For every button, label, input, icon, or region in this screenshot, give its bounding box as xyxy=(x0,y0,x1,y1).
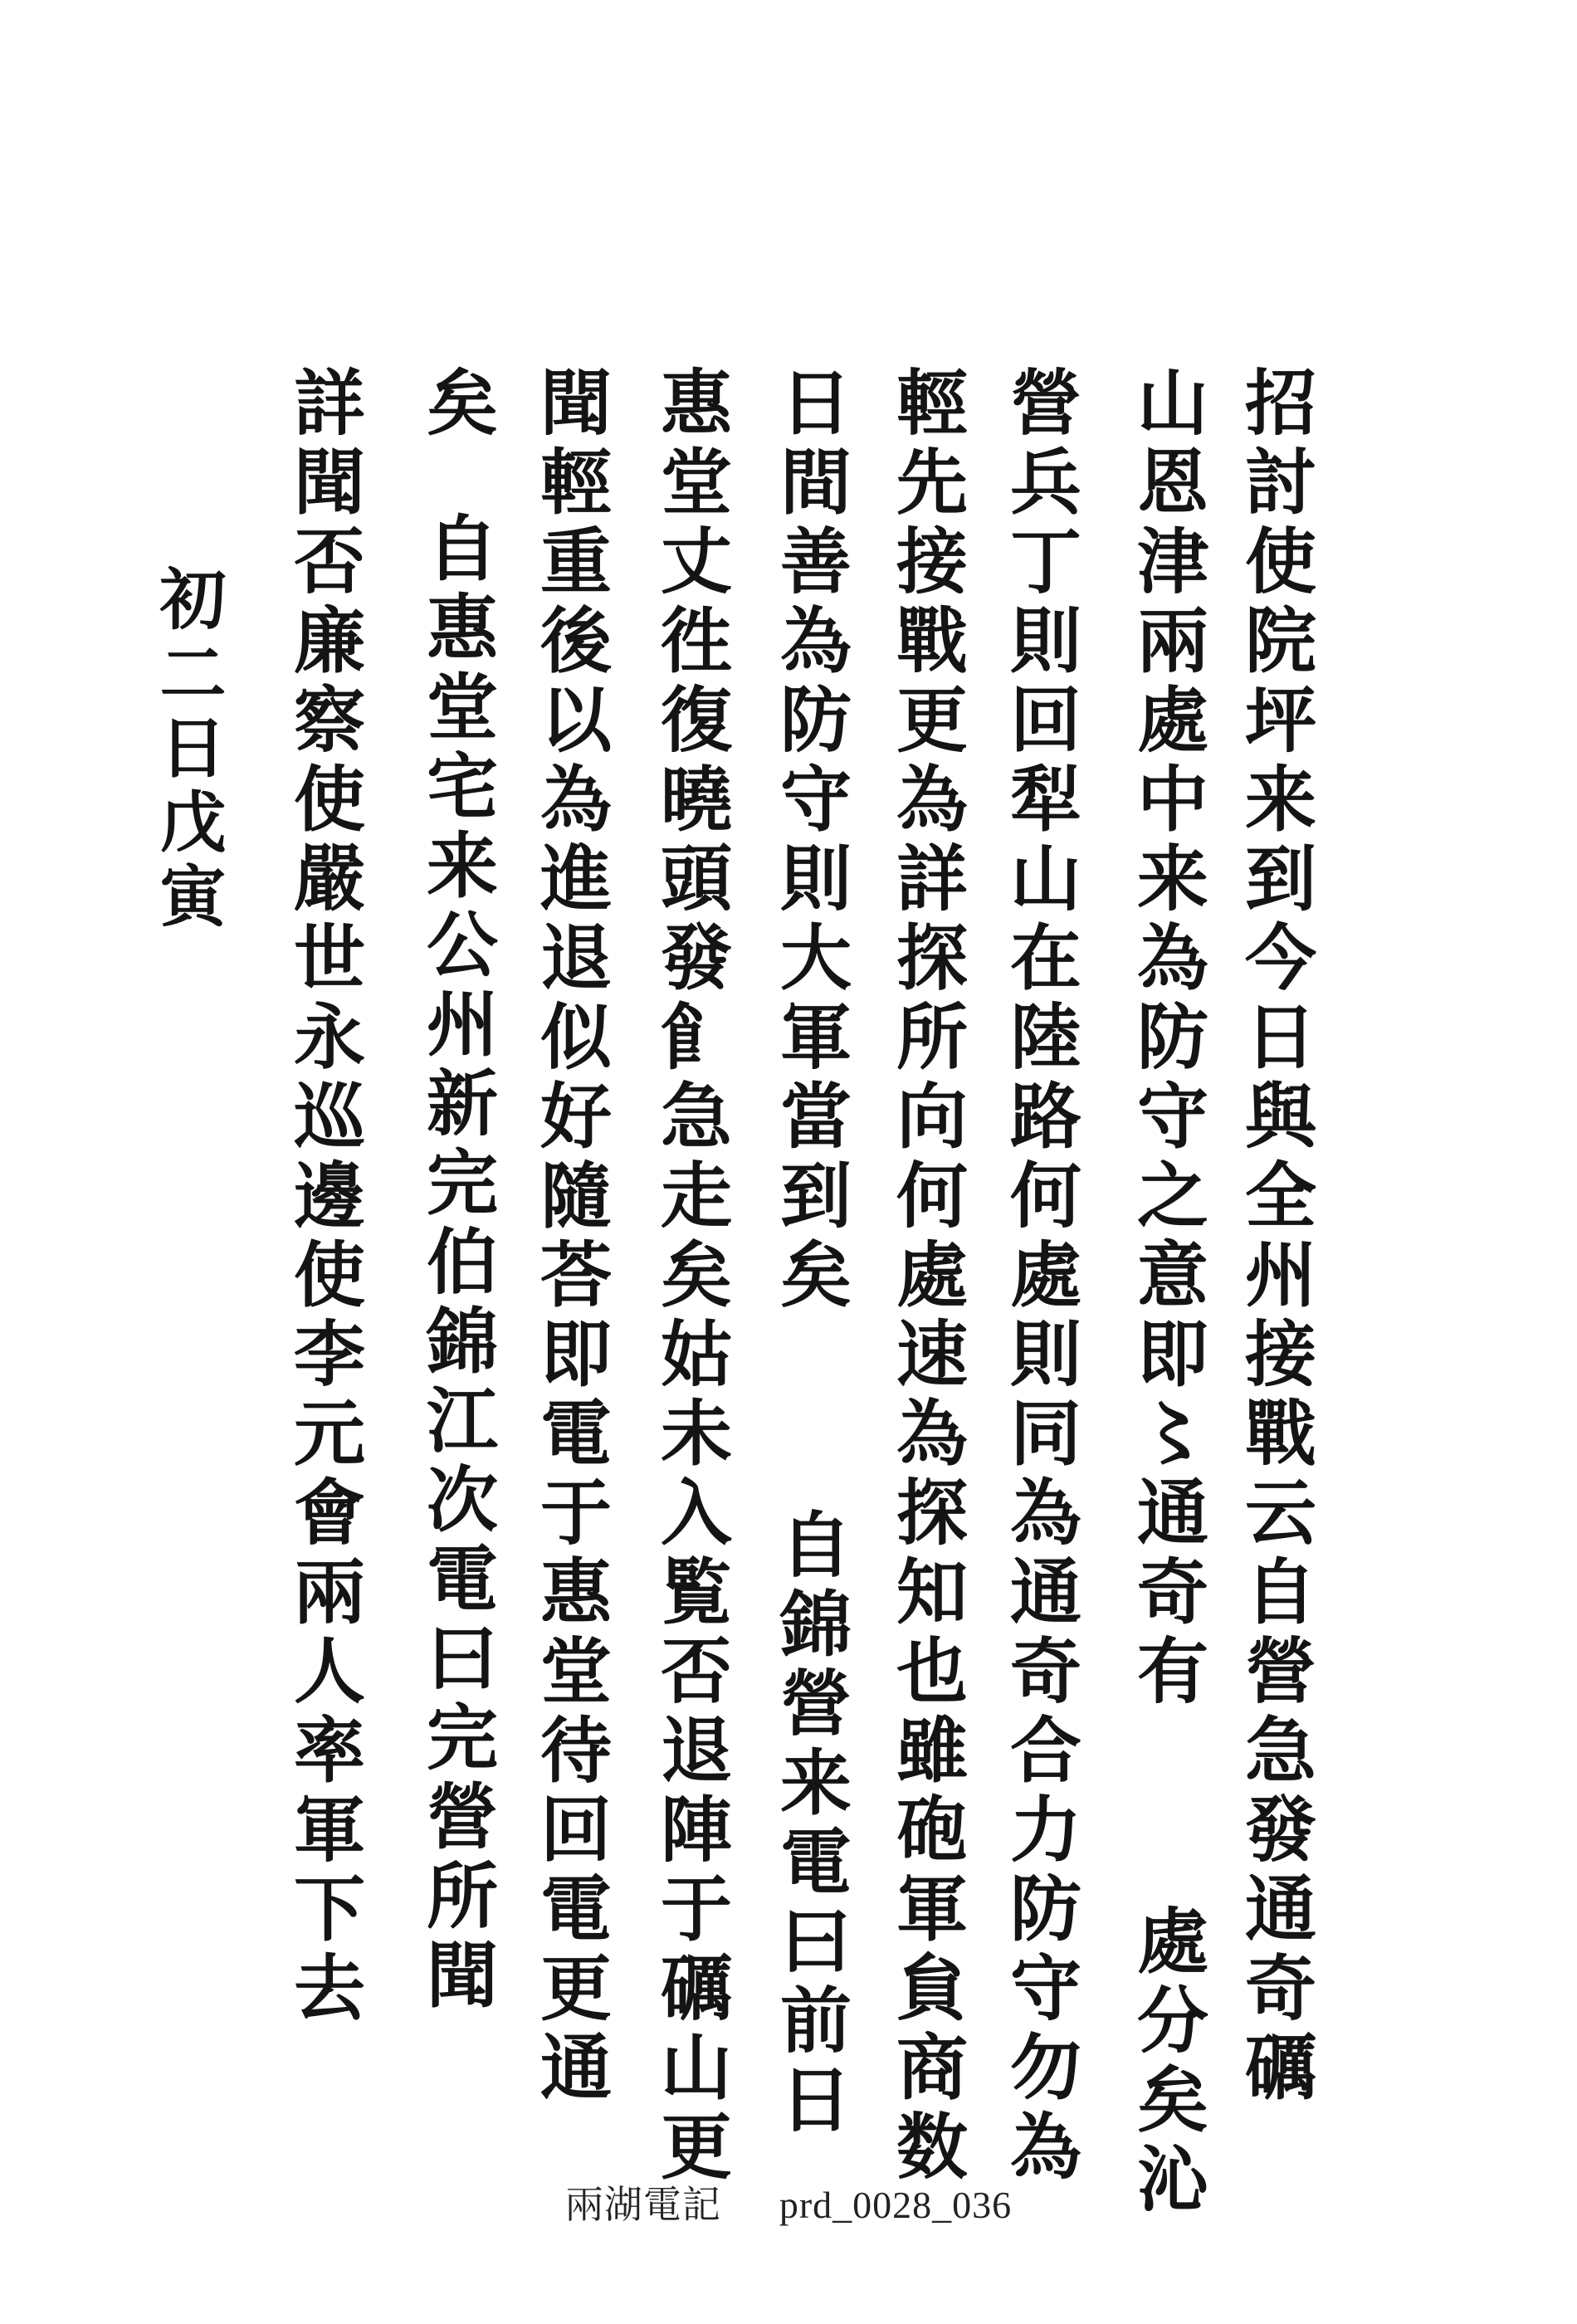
text-column-4 xyxy=(884,365,968,2189)
text-column-9 xyxy=(281,365,365,2030)
text-column-7 xyxy=(528,365,612,2109)
text-column-6 xyxy=(648,365,732,2189)
text-column-5 xyxy=(768,365,852,2141)
column-2-continuation: 處分矣沁 xyxy=(1125,1903,1208,2221)
column-4-text: 輕先接戰更為詳探所向何處速為探知也雖砲軍貟商数 xyxy=(884,365,968,2189)
text-column-1 xyxy=(1233,365,1316,2109)
column-2-text: 山恩津兩處中来為防守之意即〻通奇有 xyxy=(1125,365,1208,1713)
column-8-text: 矣 xyxy=(414,365,498,445)
column-6-text: 惠堂丈徃復曉頭發𩙿急走矣姑未入覧否退陣于礪山更 xyxy=(648,365,732,2189)
text-column-3 xyxy=(998,365,1081,2189)
date-heading xyxy=(149,564,227,936)
column-9-text: 詳聞否廉察使嚴世永巡邊使李元會兩人率軍下去 xyxy=(281,365,365,2030)
footer-page-id: prd_0028_036 xyxy=(779,2184,1013,2226)
text-column-2 xyxy=(1125,365,1208,2221)
text-column-8 xyxy=(414,365,498,2017)
date-heading-text: 初二日戊寅 xyxy=(149,564,227,936)
column-5-continuation: 自錦營来電曰前日 xyxy=(768,1507,852,2141)
column-7-text: 聞輕重後以為進退似好隨荅即電于惠堂待回電更通 xyxy=(528,365,612,2109)
column-1-text: 招討使院坪来到今日與全州接戰云自營急發通奇礪 xyxy=(1233,365,1316,2109)
column-3-text: 營兵丁則回犁山在陸路何處則同為通奇合力防守勿為 xyxy=(998,365,1081,2189)
column-8-continuation: 自惠堂宅来公州新完伯錦江次電曰完營所聞 xyxy=(414,510,498,2017)
footer-title: 兩湖電記 xyxy=(564,2184,721,2226)
page-footer xyxy=(0,2175,1577,2229)
column-5-text: 日間善為防守則大軍當到矣 xyxy=(768,365,852,1316)
